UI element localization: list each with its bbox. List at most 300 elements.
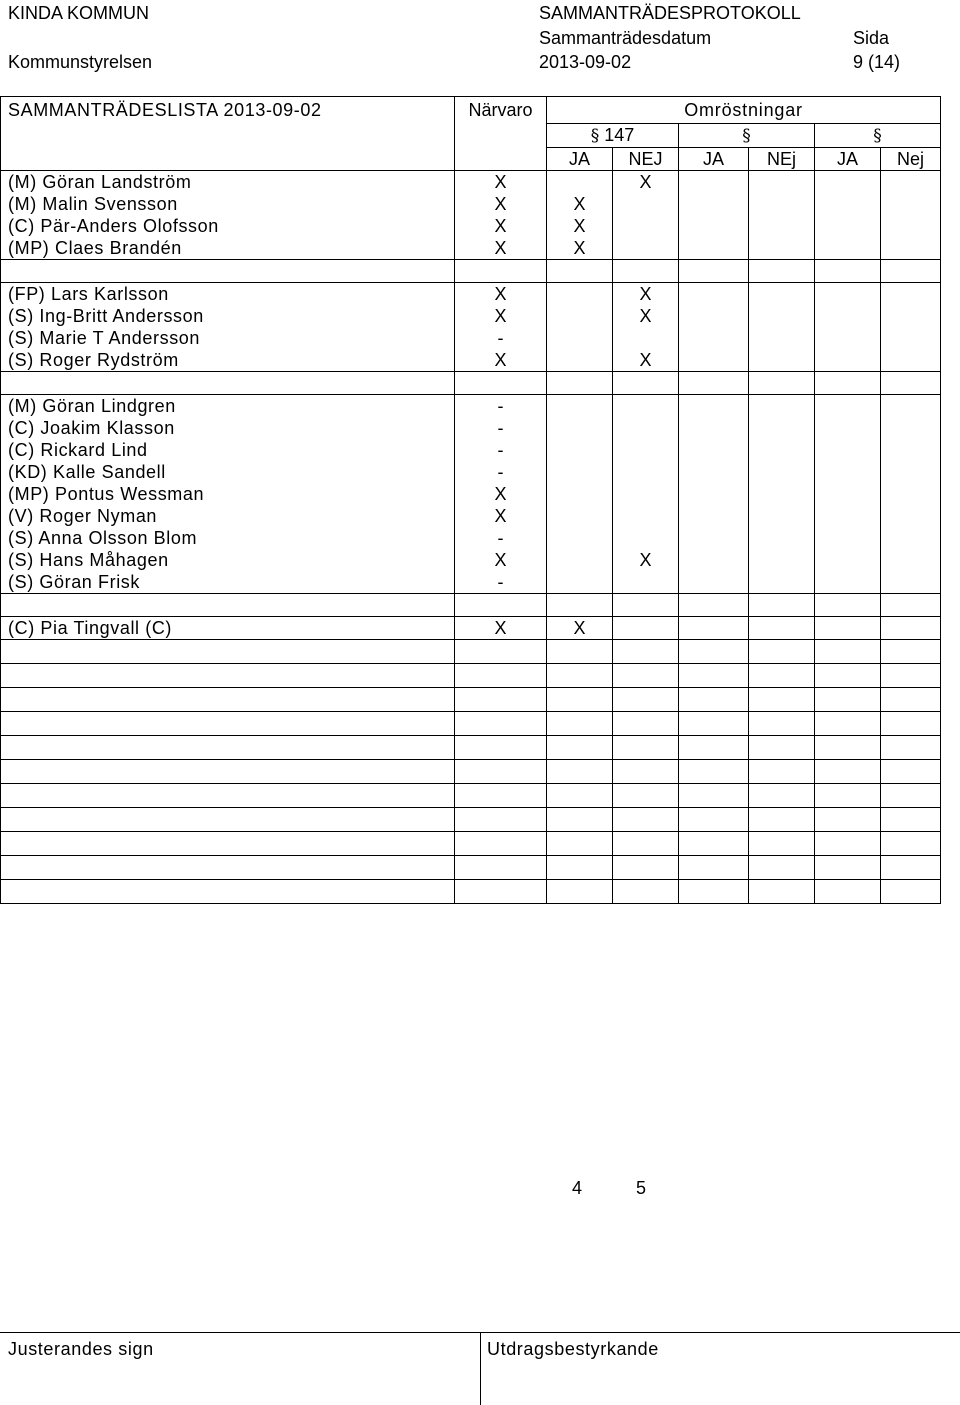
vote-cell [679, 171, 749, 194]
vote-cell [749, 283, 815, 306]
empty-cell [455, 784, 547, 808]
vote-nej-mark [613, 193, 679, 215]
member-name: (M) Göran Landström [1, 171, 455, 194]
empty-cell [749, 736, 815, 760]
vote-ja-mark [547, 305, 613, 327]
member-name: (C) Pia Tingvall (C) [1, 617, 455, 640]
empty-cell [815, 664, 881, 688]
spacer-row [1, 372, 941, 395]
vote-cell [679, 305, 749, 327]
vote-cell [679, 617, 749, 640]
vote-cell [749, 237, 815, 260]
empty-cell [547, 760, 613, 784]
vote-cell [749, 617, 815, 640]
empty-cell [547, 880, 613, 904]
member-row [1, 527, 941, 549]
presence-mark: X [455, 305, 547, 327]
total-nej: 5 [636, 1178, 647, 1198]
vote-cell [815, 594, 881, 617]
vote-cell [679, 283, 749, 306]
vote-cell [679, 372, 749, 395]
vote-cell [815, 283, 881, 306]
vote-header-nej-2: NEj [749, 148, 815, 171]
presence-spacer [455, 148, 547, 171]
vote-ja-mark: X [547, 617, 613, 640]
section-symbol: § [742, 126, 751, 146]
empty-cell [547, 832, 613, 856]
presence-mark: X [455, 617, 547, 640]
presence-mark: X [455, 505, 547, 527]
member-name: (MP) Pontus Wessman [1, 483, 455, 505]
vote-cell [815, 260, 881, 283]
empty-cell [547, 736, 613, 760]
empty-cell [455, 664, 547, 688]
vote-nej-mark: X [613, 283, 679, 306]
member-name: (S) Ing-Britt Andersson [1, 305, 455, 327]
vote-header-ja-3: JA [815, 148, 881, 171]
vote-cell [881, 527, 941, 549]
vote-cell [749, 505, 815, 527]
empty-row [1, 880, 941, 904]
empty-cell [679, 856, 749, 880]
vote-ja-mark [547, 571, 613, 594]
empty-row [1, 664, 941, 688]
vote-cell [749, 483, 815, 505]
vote-cell [679, 237, 749, 260]
presence-mark: - [455, 461, 547, 483]
vote-ja-mark [547, 505, 613, 527]
presence-mark: - [455, 327, 547, 349]
vote-cell [749, 417, 815, 439]
vote-cell [815, 461, 881, 483]
vote-cell [881, 327, 941, 349]
empty-cell [547, 808, 613, 832]
empty-cell [613, 688, 679, 712]
vote-cell [749, 327, 815, 349]
vote-nej-mark [613, 527, 679, 549]
section-number: 147 [604, 125, 635, 145]
vote-cell [815, 372, 881, 395]
empty-cell [881, 880, 941, 904]
member-name: (MP) Claes Brandén [1, 237, 455, 260]
member-row [1, 237, 941, 260]
section-2 [679, 124, 815, 148]
footer-divider [480, 1333, 481, 1405]
presence-mark: - [455, 571, 547, 594]
empty-cell [613, 712, 679, 736]
title-spacer [1, 124, 455, 148]
vote-nej-mark [613, 505, 679, 527]
vote-ja-mark [547, 527, 613, 549]
empty-cell [1, 760, 455, 784]
empty-cell [881, 664, 941, 688]
member-name: (KD) Kalle Sandell [1, 461, 455, 483]
empty-cell [815, 736, 881, 760]
empty-cell [679, 640, 749, 664]
empty-cell [815, 784, 881, 808]
org-name: KINDA KOMMUN [8, 3, 150, 23]
empty-cell [749, 784, 815, 808]
member-row [1, 571, 941, 594]
vote-cell [749, 549, 815, 571]
empty-cell [613, 784, 679, 808]
member-name: (C) Joakim Klasson [1, 417, 455, 439]
vote-cell [679, 527, 749, 549]
empty-cell [881, 856, 941, 880]
empty-cell [749, 856, 815, 880]
presence-mark: - [455, 395, 547, 418]
vote-ja-mark [547, 283, 613, 306]
meeting-date: 2013-09-02 [539, 52, 632, 72]
empty-cell [613, 664, 679, 688]
vote-cell [679, 483, 749, 505]
empty-cell [881, 712, 941, 736]
empty-cell [815, 808, 881, 832]
member-row [1, 283, 941, 306]
vote-cell [679, 395, 749, 418]
empty-cell [749, 808, 815, 832]
vote-nej-mark: X [613, 349, 679, 372]
empty-cell [815, 760, 881, 784]
vote-ja-mark: X [547, 237, 613, 260]
vote-cell [881, 237, 941, 260]
empty-cell [455, 832, 547, 856]
empty-cell [679, 688, 749, 712]
member-row [1, 549, 941, 571]
vote-cell [679, 260, 749, 283]
empty-cell [815, 640, 881, 664]
member-name: (C) Rickard Lind [1, 439, 455, 461]
vote-ja-mark: X [547, 193, 613, 215]
vote-cell [815, 549, 881, 571]
vote-cell [881, 549, 941, 571]
vote-cell [749, 193, 815, 215]
vote-ja-mark: X [547, 215, 613, 237]
vote-nej-mark [613, 327, 679, 349]
empty-cell [547, 856, 613, 880]
presence-mark: X [455, 237, 547, 260]
presence-mark [455, 372, 547, 395]
empty-cell [1, 736, 455, 760]
empty-cell [455, 808, 547, 832]
vote-cell [881, 349, 941, 372]
empty-cell [815, 880, 881, 904]
empty-cell [749, 640, 815, 664]
vote-cell [881, 617, 941, 640]
member-row [1, 215, 941, 237]
vote-nej-mark [613, 215, 679, 237]
vote-cell [749, 395, 815, 418]
vote-cell [815, 439, 881, 461]
vote-nej-mark [613, 571, 679, 594]
presence-mark: X [455, 215, 547, 237]
vote-ja-mark [547, 260, 613, 283]
empty-cell [881, 640, 941, 664]
section-symbol: § [873, 126, 882, 146]
vote-cell [881, 571, 941, 594]
vote-nej-mark: X [613, 549, 679, 571]
vote-cell [815, 305, 881, 327]
member-name: (M) Göran Lindgren [1, 395, 455, 418]
vote-nej-mark [613, 260, 679, 283]
empty-cell [1, 808, 455, 832]
vote-nej-mark [613, 461, 679, 483]
vote-cell [881, 283, 941, 306]
vote-nej-mark [613, 594, 679, 617]
presence-mark: X [455, 193, 547, 215]
empty-cell [455, 880, 547, 904]
vote-cell [881, 305, 941, 327]
empty-cell [815, 712, 881, 736]
vote-cell [749, 171, 815, 194]
empty-cell [613, 736, 679, 760]
empty-cell [613, 856, 679, 880]
page-number: 9 (14) [853, 52, 901, 72]
empty-cell [679, 760, 749, 784]
vote-cell [749, 260, 815, 283]
vote-cell [815, 395, 881, 418]
vote-nej-mark [613, 483, 679, 505]
title-spacer [1, 148, 455, 171]
vote-cell [881, 215, 941, 237]
presence-mark: - [455, 417, 547, 439]
vote-cell [679, 594, 749, 617]
member-row [1, 461, 941, 483]
empty-cell [455, 640, 547, 664]
vote-cell [749, 461, 815, 483]
empty-cell [881, 736, 941, 760]
empty-cell [613, 808, 679, 832]
section-symbol: § [590, 126, 600, 146]
empty-cell [613, 760, 679, 784]
empty-cell [881, 832, 941, 856]
vote-header-ja-1: JA [547, 148, 613, 171]
empty-cell [455, 688, 547, 712]
empty-cell [455, 736, 547, 760]
empty-cell [1, 880, 455, 904]
empty-row [1, 808, 941, 832]
member-row [1, 483, 941, 505]
empty-cell [547, 688, 613, 712]
member-name: (S) Anna Olsson Blom [1, 527, 455, 549]
vote-ja-mark [547, 461, 613, 483]
member-name: (S) Göran Frisk [1, 571, 455, 594]
vote-cell [881, 395, 941, 418]
vote-nej-mark: X [613, 171, 679, 194]
vote-cell [881, 417, 941, 439]
empty-cell [547, 712, 613, 736]
vote-cell [749, 439, 815, 461]
empty-row [1, 688, 941, 712]
vote-cell [881, 483, 941, 505]
member-row [1, 417, 941, 439]
empty-cell [749, 832, 815, 856]
presence-spacer [455, 124, 547, 148]
vote-cell [815, 417, 881, 439]
vote-cell [815, 505, 881, 527]
vote-cell [749, 372, 815, 395]
vote-cell [815, 617, 881, 640]
presence-mark [455, 594, 547, 617]
member-name [1, 594, 455, 617]
empty-cell [613, 832, 679, 856]
vote-ja-mark [547, 395, 613, 418]
vote-cell [815, 237, 881, 260]
empty-cell [1, 856, 455, 880]
vote-cell [749, 527, 815, 549]
vote-cell [815, 571, 881, 594]
empty-cell [749, 688, 815, 712]
vote-cell [679, 505, 749, 527]
member-name: (S) Roger Rydström [1, 349, 455, 372]
member-row [1, 305, 941, 327]
document-type: SAMMANTRÄDESPROTOKOLL [539, 3, 801, 23]
vote-nej-mark [613, 439, 679, 461]
empty-cell [455, 856, 547, 880]
vote-cell [679, 549, 749, 571]
vote-cell [679, 349, 749, 372]
presence-mark: X [455, 483, 547, 505]
vote-cell [815, 193, 881, 215]
vote-ja-mark [547, 171, 613, 194]
vote-nej-mark [613, 395, 679, 418]
member-name: (S) Hans Måhagen [1, 549, 455, 571]
empty-cell [815, 832, 881, 856]
vote-cell [749, 349, 815, 372]
vote-nej-mark [613, 617, 679, 640]
presence-header: Närvaro [455, 97, 547, 124]
vote-nej-mark: X [613, 305, 679, 327]
empty-cell [749, 880, 815, 904]
empty-cell [881, 784, 941, 808]
vote-cell [815, 527, 881, 549]
member-row [1, 617, 941, 640]
member-row [1, 349, 941, 372]
empty-row [1, 640, 941, 664]
empty-cell [679, 832, 749, 856]
empty-cell [547, 784, 613, 808]
vote-ja-mark [547, 327, 613, 349]
vote-cell [679, 461, 749, 483]
empty-cell [749, 664, 815, 688]
presence-mark: - [455, 527, 547, 549]
vote-cell [881, 171, 941, 194]
empty-cell [547, 664, 613, 688]
vote-ja-mark [547, 549, 613, 571]
vote-ja-mark [547, 372, 613, 395]
vote-header-nej-3: Nej [881, 148, 941, 171]
vote-ja-mark [547, 439, 613, 461]
empty-cell [1, 640, 455, 664]
vote-cell [749, 305, 815, 327]
spacer-row [1, 260, 941, 283]
empty-row [1, 784, 941, 808]
member-name [1, 260, 455, 283]
spacer-row [1, 594, 941, 617]
vote-cell [881, 594, 941, 617]
date-label: Sammanträdesdatum [539, 28, 712, 48]
empty-cell [679, 664, 749, 688]
empty-cell [1, 688, 455, 712]
vote-nej-mark [613, 237, 679, 260]
vote-cell [749, 215, 815, 237]
page-label: Sida [853, 28, 890, 48]
vote-cell [679, 193, 749, 215]
empty-cell [881, 808, 941, 832]
total-ja: 4 [572, 1178, 583, 1198]
vote-cell [749, 594, 815, 617]
presence-mark: X [455, 549, 547, 571]
empty-cell [1, 832, 455, 856]
member-name: (C) Pär-Anders Olofsson [1, 215, 455, 237]
member-name: (S) Marie T Andersson [1, 327, 455, 349]
table-title: SAMMANTRÄDESLISTA 2013-09-02 [1, 97, 455, 124]
empty-cell [1, 664, 455, 688]
member-row [1, 171, 941, 194]
vote-cell [881, 372, 941, 395]
extract-certification-label: Utdragsbestyrkande [487, 1339, 659, 1359]
vote-header-ja-2: JA [679, 148, 749, 171]
member-row [1, 193, 941, 215]
section-3 [815, 124, 941, 148]
votes-header: Omröstningar [547, 97, 941, 124]
member-name: (V) Roger Nyman [1, 505, 455, 527]
attendance-vote-table [0, 96, 941, 904]
vote-nej-mark [613, 417, 679, 439]
empty-cell [1, 712, 455, 736]
vote-cell [679, 417, 749, 439]
member-row [1, 505, 941, 527]
vote-cell [679, 215, 749, 237]
section-1 [547, 124, 679, 148]
vote-header-nej-1: NEJ [613, 148, 679, 171]
empty-cell [547, 640, 613, 664]
vote-ja-mark [547, 417, 613, 439]
member-row [1, 439, 941, 461]
member-name: (FP) Lars Karlsson [1, 283, 455, 306]
member-row [1, 327, 941, 349]
empty-cell [679, 712, 749, 736]
vote-cell [749, 571, 815, 594]
empty-cell [613, 640, 679, 664]
empty-cell [679, 880, 749, 904]
vote-ja-mark [547, 349, 613, 372]
body-name: Kommunstyrelsen [8, 52, 153, 72]
vote-cell [881, 439, 941, 461]
empty-cell [455, 712, 547, 736]
empty-row [1, 712, 941, 736]
presence-mark: X [455, 349, 547, 372]
vote-cell [881, 505, 941, 527]
empty-row [1, 856, 941, 880]
presence-mark [455, 260, 547, 283]
empty-cell [1, 784, 455, 808]
vote-cell [815, 327, 881, 349]
empty-cell [679, 784, 749, 808]
presence-mark: X [455, 283, 547, 306]
empty-cell [749, 712, 815, 736]
presence-mark: X [455, 171, 547, 194]
empty-cell [613, 880, 679, 904]
empty-cell [881, 760, 941, 784]
empty-cell [679, 736, 749, 760]
vote-ja-mark [547, 594, 613, 617]
empty-cell [455, 760, 547, 784]
member-name: (M) Malin Svensson [1, 193, 455, 215]
vote-cell [815, 215, 881, 237]
presence-mark: - [455, 439, 547, 461]
empty-cell [749, 760, 815, 784]
